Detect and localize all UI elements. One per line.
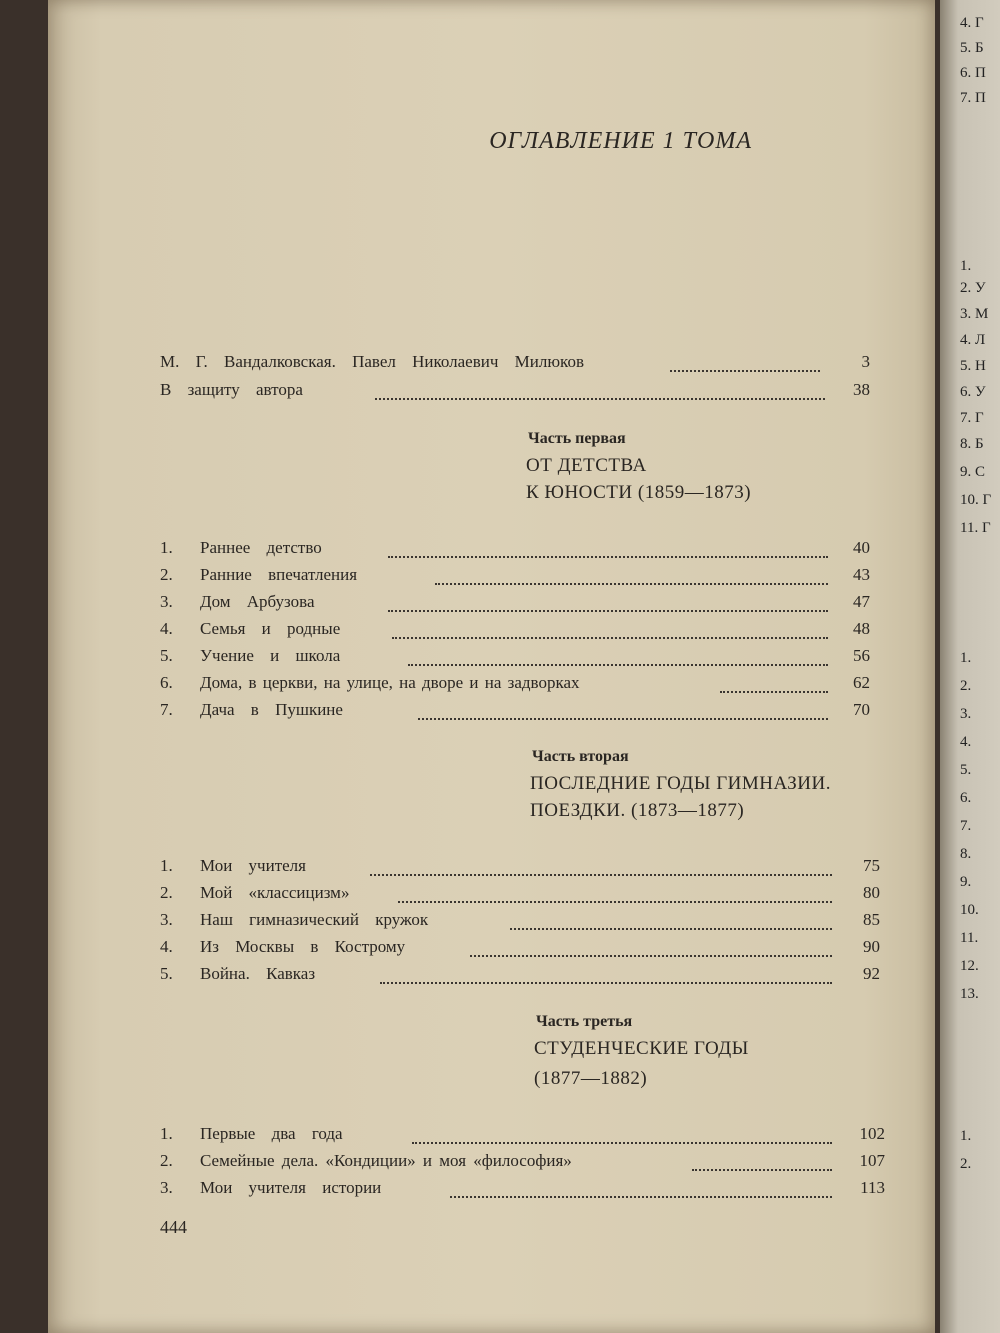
chapter-title: Раннее детство	[200, 538, 322, 557]
fragment: 9. С	[960, 464, 986, 480]
chapter-title: Семья и родные	[200, 619, 341, 638]
toc-entry-page: 3	[861, 352, 870, 371]
chapter-row	[160, 592, 870, 618]
leader-dots	[418, 700, 828, 720]
chapter-title: Дача в Пушкине	[200, 700, 343, 719]
chapter-title: Мои учителя истории	[200, 1178, 382, 1197]
part-title-line: К ЮНОСТИ (1859—1873)	[526, 482, 752, 503]
chapter-number: 5.	[160, 964, 173, 983]
leader-dots	[412, 1124, 832, 1144]
chapter-row	[160, 565, 870, 591]
leader-dots	[692, 1151, 832, 1171]
chapter-number: 2.	[160, 883, 173, 902]
chapter-page: 113	[860, 1178, 885, 1197]
fragment: 1.	[960, 1128, 972, 1144]
leader-dots	[380, 964, 832, 984]
chapter-title: Ранние впечатления	[200, 565, 358, 584]
chapter-page: 80	[863, 883, 880, 902]
leader-dots	[470, 937, 832, 957]
fragment: 6. У	[960, 384, 986, 400]
part-title-line: ОТ ДЕТСТВА	[526, 455, 647, 476]
leader-dots	[720, 673, 828, 693]
part-title-line: (1877—1882)	[534, 1068, 648, 1089]
fragment: 2. У	[960, 280, 986, 296]
fragment: 9.	[960, 874, 972, 890]
toc-entry	[160, 352, 870, 378]
fragment: 11. Г	[960, 520, 991, 536]
toc-entry-text: В защиту автора	[160, 380, 303, 399]
chapter-page: 85	[863, 910, 880, 929]
fragment: 5. Н	[960, 358, 986, 374]
fragment: 4. Г	[960, 15, 984, 31]
fragment: 2.	[960, 1156, 972, 1172]
adjacent-page	[940, 0, 1000, 1333]
fragment: 7. П	[960, 90, 986, 106]
chapter-number: 2.	[160, 565, 173, 584]
fragment: 7.	[960, 818, 972, 834]
chapter-page: 107	[859, 1151, 885, 1170]
fragment: 10. Г	[960, 492, 992, 508]
page-number: 444	[160, 1217, 187, 1237]
leader-dots	[398, 883, 832, 903]
chapter-page: 56	[853, 646, 870, 665]
chapter-title: Наш гимназический кружок	[200, 910, 429, 929]
chapter-title: Дом Арбузова	[200, 592, 315, 611]
book-page	[48, 0, 935, 1333]
toc-entry-text: М. Г. Вандалковская. Павел Николаевич Милюков	[160, 352, 584, 371]
chapter-row	[160, 673, 870, 699]
fragment: 1.	[960, 258, 972, 274]
fragment: 6. П	[960, 65, 986, 81]
chapter-number: 1.	[160, 538, 173, 557]
chapter-title: Мои учителя	[200, 856, 306, 875]
part-title-line: СТУДЕНЧЕСКИЕ ГОДЫ	[534, 1038, 749, 1059]
chapter-number: 7.	[160, 700, 173, 719]
chapter-number: 5.	[160, 646, 173, 665]
chapter-number: 1.	[160, 1124, 173, 1143]
fragment: 11.	[960, 930, 979, 946]
page-title: ОГЛАВЛЕНИЕ 1 ТОМА	[489, 128, 752, 154]
chapter-title: Учение и школа	[200, 646, 341, 665]
chapter-title: Семейные дела. «Кондиции» и моя «философия»	[200, 1151, 572, 1170]
chapter-row	[160, 1124, 888, 1150]
chapter-title: Из Москвы в Кострому	[200, 937, 406, 956]
part-title-line: ПОСЛЕДНИЕ ГОДЫ ГИМНАЗИИ.	[530, 773, 831, 794]
chapter-row	[160, 700, 870, 726]
chapter-page: 75	[863, 856, 880, 875]
chapter-page: 102	[859, 1124, 885, 1143]
chapter-page: 92	[863, 964, 880, 983]
chapter-title: Война. Кавказ	[200, 964, 316, 983]
chapter-title: Первые два года	[200, 1124, 343, 1143]
chapter-page: 47	[853, 592, 870, 611]
leader-dots	[375, 380, 825, 400]
leader-dots	[388, 592, 828, 612]
chapter-page: 70	[853, 700, 870, 719]
chapter-row	[160, 1178, 888, 1204]
chapter-title: Дома, в церкви, на улице, на дворе и на задворках	[200, 673, 580, 692]
fragment: 13.	[960, 986, 979, 1002]
chapter-row	[160, 856, 882, 882]
fragment: 8. Б	[960, 436, 984, 452]
part-title-line: ПОЕЗДКИ. (1873—1877)	[530, 800, 745, 821]
leader-dots	[670, 352, 820, 372]
chapter-number: 3.	[160, 592, 173, 611]
chapter-row	[160, 619, 870, 645]
chapter-row	[160, 538, 870, 564]
fragment: 10.	[960, 902, 979, 918]
chapter-page: 43	[853, 565, 870, 584]
chapter-number: 1.	[160, 856, 173, 875]
chapter-row	[160, 883, 882, 909]
leader-dots	[388, 538, 828, 558]
part-label: Часть третья	[536, 1013, 633, 1030]
chapter-row	[160, 964, 882, 990]
toc-entry-page: 38	[853, 380, 870, 399]
fragment: 3.	[960, 706, 972, 722]
fragment: 12.	[960, 958, 979, 974]
chapter-page: 40	[853, 538, 870, 557]
chapter-row	[160, 1151, 888, 1177]
leader-dots	[370, 856, 832, 876]
part-label: Часть первая	[528, 430, 626, 447]
chapter-row	[160, 937, 882, 963]
fragment: 3. М	[960, 306, 989, 322]
fragment: 5.	[960, 762, 972, 778]
fragment: 7. Г	[960, 410, 984, 426]
leader-dots	[392, 619, 828, 639]
chapter-row	[160, 910, 882, 936]
toc-entry	[160, 380, 870, 406]
fragment: 1.	[960, 650, 972, 666]
part-label: Часть вторая	[532, 748, 629, 765]
fragment: 6.	[960, 790, 972, 806]
chapter-number: 4.	[160, 619, 173, 638]
chapter-page: 90	[863, 937, 880, 956]
chapter-page: 48	[853, 619, 870, 638]
leader-dots	[450, 1178, 832, 1198]
chapter-number: 3.	[160, 910, 173, 929]
leader-dots	[435, 565, 828, 585]
chapter-page: 62	[853, 673, 870, 692]
chapter-number: 6.	[160, 673, 173, 692]
chapter-number: 2.	[160, 1151, 173, 1170]
chapter-title: Мой «классицизм»	[200, 883, 350, 902]
fragment: 8.	[960, 846, 972, 862]
chapter-number: 3.	[160, 1178, 173, 1197]
fragment: 5. Б	[960, 40, 984, 56]
leader-dots	[408, 646, 828, 666]
chapter-number: 4.	[160, 937, 173, 956]
chapter-row	[160, 646, 870, 672]
fragment: 4. Л	[960, 332, 986, 348]
fragment: 4.	[960, 734, 972, 750]
fragment: 2.	[960, 678, 972, 694]
leader-dots	[510, 910, 832, 930]
